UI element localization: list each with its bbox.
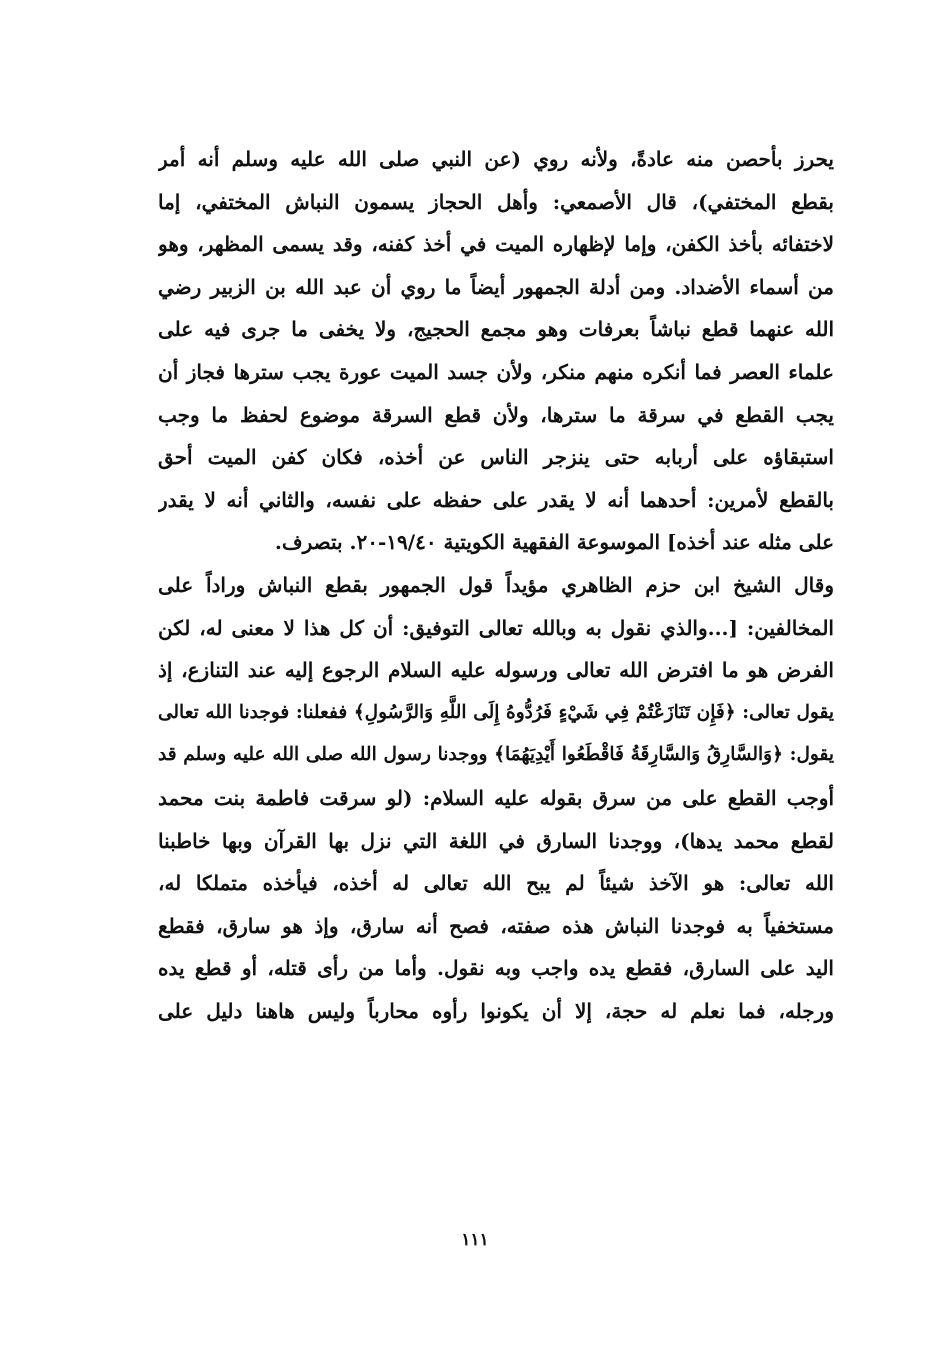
text-line: يجب القطع في سرقة ما سترها، ولأن قطع السرقة موضوع لحفظ ما وجب (158, 402, 834, 427)
body-text (158, 138, 834, 1032)
text-line: الله عنهما قطع نباشاً بعرفات وهو مجمع الحجيج، ولا يخفى ما جرى فيه على (158, 317, 834, 342)
text-line: لاختفائه بأخذ الكفن، وإما لإظهاره الميت في أخذ كفنه، وقد يسمى المظهر، وهو (158, 232, 834, 257)
text-line: اليد على السارق، فقطع يده واجب وبه نقول. وأما من رأى قتله، أو قطع يده (158, 956, 834, 981)
page-number: ١١١ (461, 1230, 489, 1250)
text-line: بالقطع لأمرين: أحدهما أنه لا يقدر على حفظه على نفسه، والثاني أنه لا يقدر (158, 487, 834, 512)
text-line-citation: على مثله عند أخذه] الموسوعة الفقهية الكويتية ١٩/٤٠-٢٠. بتصرف. (274, 530, 834, 555)
text-line-quran-verse: يقول تعالى: ﴿فَإِن تَنَازَعْتُمْ فِي شَيْءٍ فَرُدُّوهُ إِلَى اللَّهِ وَالرَّسُولِ﴾ ففعلنا: فوجدنا الله تعالى (158, 701, 834, 723)
text-line: يحرز بأحصن منه عادةً، ولأنه روي (عن النبي صلى الله عليه وسلم أنه أمر (158, 147, 834, 171)
text-line: المخالفين: [...والذي نقول به وبالله تعالى التوفيق: أن كل هذا لا معنى له، لكن (158, 615, 834, 640)
text-line: مستخفياً به فوجدنا النباش هذه صفته، فصح أنه سارق، وإذ هو سارق، فقطع (158, 913, 834, 938)
text-line: وقال الشيخ ابن حزم الظاهري مؤيداً قول الجمهور بقطع النباش وراداً على (158, 572, 834, 597)
text-line: استبقاؤه على أربابه حتى ينزجر الناس عن أخذه، فكان كفن الميت أحق (158, 445, 834, 470)
text-line: الله تعالى: هو الآخذ شيئاً لم يبح الله تعالى له أخذه، فيأخذه متملكا له، (158, 871, 834, 896)
text-line: بقطع المختفي)، قال الأصمعي: وأهل الحجاز يسمون النباش المختفي، إما (158, 189, 834, 214)
text-line: أوجب القطع على من سرق بقوله عليه السلام: (لو سرقت فاطمة بنت محمد (158, 785, 834, 810)
text-line-quran-verse: يقول: ﴿وَالسَّارِقُ وَالسَّارِقَةُ فَاقْطَعُوا أَيْدِيَهُمَا﴾ ووجدنا رسول الله صلى الله عليه وسلم قد (158, 744, 834, 766)
text-line: ورجله، فما نعلم له حجة، إلا أن يكونوا رأوه محارباً وليس هاهنا دليل على (158, 998, 834, 1023)
text-line: علماء العصر فما أنكره منهم منكر، ولأن جسد الميت عورة يجب سترها فجاز أن (158, 359, 834, 384)
text-line: الفرض هو ما افترض الله تعالى ورسوله عليه السلام الرجوع إليه عند التنازع، إذ (158, 658, 834, 683)
text-line: من أسماء الأضداد. ومن أدلة الجمهور أيضاً ما روي أن عبد الله بن الزبير رضي (158, 274, 834, 299)
text-line: لقطع محمد يدها)، ووجدنا السارق في اللغة التي نزل بها القرآن وبها خاطبنا (158, 828, 834, 853)
